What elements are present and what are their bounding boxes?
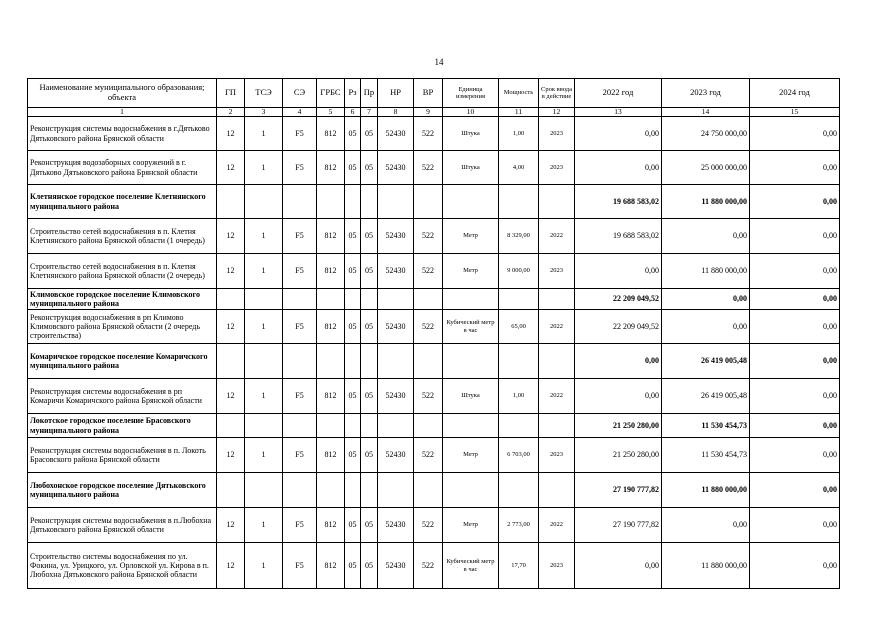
cell-2023: 24 750 000,00 xyxy=(662,117,750,151)
header-unit: Единица измерения xyxy=(443,79,499,108)
col-number: 3 xyxy=(245,108,283,117)
cell-term: 2022 xyxy=(539,219,575,254)
cell-gp: 12 xyxy=(217,151,245,185)
cell-2023: 26 419 005,48 xyxy=(662,344,750,379)
cell-nr: 52430 xyxy=(378,117,414,151)
cell-tse: 1 xyxy=(245,310,283,344)
cell-power: 1,00 xyxy=(499,117,539,151)
cell-2024: 0,00 xyxy=(750,379,840,414)
cell-vr: 522 xyxy=(414,151,443,185)
cell-grbs: 812 xyxy=(317,438,345,473)
cell-tse: 1 xyxy=(245,438,283,473)
cell-pr: 05 xyxy=(361,254,378,289)
col-number: 14 xyxy=(662,108,750,117)
group-row xyxy=(28,185,840,219)
cell-rz: 05 xyxy=(345,151,361,185)
cell-2024: 0,00 xyxy=(750,438,840,473)
cell-2022: 0,00 xyxy=(575,151,662,185)
cell-vr: 522 xyxy=(414,543,443,589)
header-se: СЭ xyxy=(283,79,317,108)
cell-nr: 52430 xyxy=(378,310,414,344)
cell-2024: 0,00 xyxy=(750,508,840,543)
cell-pr: 05 xyxy=(361,508,378,543)
cell-grbs: 812 xyxy=(317,379,345,414)
cell-pr: 05 xyxy=(361,219,378,254)
cell-nr: 52430 xyxy=(378,508,414,543)
table-row xyxy=(28,254,840,289)
cell-gp: 12 xyxy=(217,438,245,473)
col-number: 7 xyxy=(361,108,378,117)
cell-unit: Штука xyxy=(443,151,499,185)
cell-grbs: 812 xyxy=(317,219,345,254)
cell-2023: 0,00 xyxy=(662,310,750,344)
cell-rz: 05 xyxy=(345,543,361,589)
cell-2024: 0,00 xyxy=(750,414,840,438)
table-row xyxy=(28,543,840,589)
cell-se: F5 xyxy=(283,543,317,589)
cell-tse: 1 xyxy=(245,254,283,289)
cell-gp: 12 xyxy=(217,117,245,151)
cell-power: 8 329,00 xyxy=(499,219,539,254)
cell-2022: 0,00 xyxy=(575,344,662,379)
municipality-name: Локотское городское поселение Брасовского муниципального района xyxy=(28,414,217,438)
table-row xyxy=(28,508,840,543)
cell-2022: 0,00 xyxy=(575,117,662,151)
cell-se: F5 xyxy=(283,117,317,151)
cell-2023: 11 880 000,00 xyxy=(662,543,750,589)
cell-term: 2023 xyxy=(539,254,575,289)
cell-pr: 05 xyxy=(361,438,378,473)
col-number: 6 xyxy=(345,108,361,117)
cell-gp: 12 xyxy=(217,310,245,344)
cell-power: 1,00 xyxy=(499,379,539,414)
cell-nr: 52430 xyxy=(378,151,414,185)
cell-2023: 0,00 xyxy=(662,508,750,543)
table-row xyxy=(28,310,840,344)
cell-unit: Метр xyxy=(443,254,499,289)
cell-tse: 1 xyxy=(245,543,283,589)
cell-2022: 0,00 xyxy=(575,543,662,589)
cell-tse: 1 xyxy=(245,219,283,254)
cell-rz: 05 xyxy=(345,438,361,473)
cell-term: 2022 xyxy=(539,508,575,543)
cell-2024: 0,00 xyxy=(750,185,840,219)
cell-gp: 12 xyxy=(217,379,245,414)
cell-term: 2023 xyxy=(539,117,575,151)
table-row xyxy=(28,117,840,151)
cell-2024: 0,00 xyxy=(750,219,840,254)
budget-table xyxy=(27,78,840,589)
col-number: 4 xyxy=(283,108,317,117)
object-name: Строительство сетей водоснабжения в п. Клетня Клетнянского района Брянской области (2 очередь) xyxy=(28,254,217,289)
cell-nr: 52430 xyxy=(378,438,414,473)
header-tse: ТСЭ xyxy=(245,79,283,108)
group-row xyxy=(28,344,840,379)
col-number: 9 xyxy=(414,108,443,117)
cell-grbs: 812 xyxy=(317,508,345,543)
cell-grbs: 812 xyxy=(317,543,345,589)
cell-2022: 21 250 280,00 xyxy=(575,438,662,473)
cell-tse: 1 xyxy=(245,117,283,151)
cell-gp: 12 xyxy=(217,543,245,589)
cell-2024: 0,00 xyxy=(750,151,840,185)
cell-se: F5 xyxy=(283,438,317,473)
header-rz: Рз xyxy=(345,79,361,108)
cell-unit: Штука xyxy=(443,117,499,151)
cell-2024: 0,00 xyxy=(750,117,840,151)
cell-unit: Кубический метр в час xyxy=(443,310,499,344)
header-2023: 2023 год xyxy=(662,79,750,108)
cell-vr: 522 xyxy=(414,310,443,344)
object-name: Строительство системы водоснабжения по ул. Фокина, ул. Урицкого, ул. Орловской ул. Кирова в п. Любохна Дятьковского района Брянской области xyxy=(28,543,217,589)
cell-nr: 52430 xyxy=(378,254,414,289)
col-number: 10 xyxy=(443,108,499,117)
cell-2023: 0,00 xyxy=(662,219,750,254)
cell-power: 65,00 xyxy=(499,310,539,344)
header-term: Срок ввода в действие xyxy=(539,79,575,108)
cell-gp: 12 xyxy=(217,508,245,543)
cell-term: 2023 xyxy=(539,543,575,589)
cell-2024: 0,00 xyxy=(750,543,840,589)
cell-2022: 27 190 777,82 xyxy=(575,473,662,508)
header-2024: 2024 год xyxy=(750,79,840,108)
group-row xyxy=(28,289,840,310)
cell-nr: 52430 xyxy=(378,543,414,589)
municipality-name: Любохонское городское поселение Дятьковского муниципального района xyxy=(28,473,217,508)
cell-vr: 522 xyxy=(414,508,443,543)
cell-se: F5 xyxy=(283,151,317,185)
page-number: 14 xyxy=(434,57,444,67)
col-number: 12 xyxy=(539,108,575,117)
cell-se: F5 xyxy=(283,508,317,543)
cell-power: 4,00 xyxy=(499,151,539,185)
header-name: Наименование муниципального образования; объекта xyxy=(28,79,217,108)
cell-2022: 0,00 xyxy=(575,254,662,289)
cell-rz: 05 xyxy=(345,508,361,543)
table-body xyxy=(28,117,840,589)
cell-vr: 522 xyxy=(414,117,443,151)
cell-2024: 0,00 xyxy=(750,473,840,508)
cell-term: 2023 xyxy=(539,438,575,473)
municipality-name: Климовское городское поселение Климовского муниципального района xyxy=(28,289,217,310)
cell-2022: 19 688 583,02 xyxy=(575,219,662,254)
cell-pr: 05 xyxy=(361,543,378,589)
header-gp: ГП xyxy=(217,79,245,108)
cell-nr: 52430 xyxy=(378,219,414,254)
cell-power: 2 773,00 xyxy=(499,508,539,543)
cell-power: 17,70 xyxy=(499,543,539,589)
group-row xyxy=(28,473,840,508)
table-row xyxy=(28,379,840,414)
cell-se: F5 xyxy=(283,219,317,254)
cell-pr: 05 xyxy=(361,310,378,344)
column-number-row xyxy=(28,108,840,117)
object-name: Реконструкция водоснабжения в рп Климово Климовского района Брянской области (2 очередь строительства) xyxy=(28,310,217,344)
cell-2023: 11 530 454,73 xyxy=(662,414,750,438)
cell-2022: 22 209 049,52 xyxy=(575,310,662,344)
header-power: Мощность xyxy=(499,79,539,108)
cell-grbs: 812 xyxy=(317,151,345,185)
cell-term: 2022 xyxy=(539,379,575,414)
header-nr: НР xyxy=(378,79,414,108)
header-2022: 2022 год xyxy=(575,79,662,108)
col-number: 1 xyxy=(28,108,217,117)
cell-2024: 0,00 xyxy=(750,289,840,310)
cell-pr: 05 xyxy=(361,379,378,414)
cell-se: F5 xyxy=(283,254,317,289)
cell-term: 2022 xyxy=(539,310,575,344)
header-vr: ВР xyxy=(414,79,443,108)
table-row xyxy=(28,151,840,185)
cell-pr: 05 xyxy=(361,117,378,151)
col-number: 15 xyxy=(750,108,840,117)
municipality-name: Комаричское городское поселение Комаричского муниципального района xyxy=(28,344,217,379)
cell-power: 9 000,00 xyxy=(499,254,539,289)
cell-unit: Метр xyxy=(443,438,499,473)
cell-2024: 0,00 xyxy=(750,344,840,379)
object-name: Реконструкция системы водоснабжения в г.Дятьково Дятьковского района Брянской области xyxy=(28,117,217,151)
cell-tse: 1 xyxy=(245,379,283,414)
cell-2023: 11 880 000,00 xyxy=(662,185,750,219)
object-name: Реконструкция водозаборных сооружений в г. Дятьково Дятьковского района Брянской области xyxy=(28,151,217,185)
cell-2022: 22 209 049,52 xyxy=(575,289,662,310)
cell-2023: 25 000 000,00 xyxy=(662,151,750,185)
cell-gp: 12 xyxy=(217,254,245,289)
cell-2023: 0,00 xyxy=(662,289,750,310)
cell-2023: 26 419 005,48 xyxy=(662,379,750,414)
table-row xyxy=(28,219,840,254)
cell-power: 6 703,00 xyxy=(499,438,539,473)
cell-rz: 05 xyxy=(345,254,361,289)
col-number: 13 xyxy=(575,108,662,117)
cell-2024: 0,00 xyxy=(750,254,840,289)
cell-grbs: 812 xyxy=(317,310,345,344)
cell-pr: 05 xyxy=(361,151,378,185)
cell-vr: 522 xyxy=(414,379,443,414)
cell-2022: 27 190 777,82 xyxy=(575,508,662,543)
cell-2022: 0,00 xyxy=(575,379,662,414)
cell-vr: 522 xyxy=(414,219,443,254)
header-pr: Пр xyxy=(361,79,378,108)
col-number: 8 xyxy=(378,108,414,117)
cell-se: F5 xyxy=(283,379,317,414)
header-row xyxy=(28,79,840,108)
cell-gp: 12 xyxy=(217,219,245,254)
cell-unit: Метр xyxy=(443,508,499,543)
cell-unit: Кубический метр в час xyxy=(443,543,499,589)
object-name: Реконструкция системы водоснабжения в п. Локоть Брасовского района Брянской области xyxy=(28,438,217,473)
object-name: Реконструкция системы водоснабжения в рп Комаричи Комаричского района Брянской области xyxy=(28,379,217,414)
object-name: Реконструкция системы водоснабжения в п.Любохна Дятьковского района Брянской области xyxy=(28,508,217,543)
group-row xyxy=(28,414,840,438)
cell-2022: 21 250 280,00 xyxy=(575,414,662,438)
cell-nr: 52430 xyxy=(378,379,414,414)
cell-rz: 05 xyxy=(345,310,361,344)
cell-rz: 05 xyxy=(345,117,361,151)
object-name: Строительство сетей водоснабжения в п. Клетня Клетнянского района Брянской области (1 очередь) xyxy=(28,219,217,254)
municipality-name: Клетнянское городское поселение Клетнянского муниципального района xyxy=(28,185,217,219)
cell-grbs: 812 xyxy=(317,254,345,289)
cell-unit: Метр xyxy=(443,219,499,254)
cell-tse: 1 xyxy=(245,508,283,543)
cell-2023: 11 530 454,73 xyxy=(662,438,750,473)
cell-rz: 05 xyxy=(345,379,361,414)
cell-se: F5 xyxy=(283,310,317,344)
cell-tse: 1 xyxy=(245,151,283,185)
cell-unit: Штука xyxy=(443,379,499,414)
cell-grbs: 812 xyxy=(317,117,345,151)
cell-term: 2023 xyxy=(539,151,575,185)
cell-vr: 522 xyxy=(414,254,443,289)
header-grbs: ГРБС xyxy=(317,79,345,108)
cell-2022: 19 688 583,02 xyxy=(575,185,662,219)
col-number: 2 xyxy=(217,108,245,117)
col-number: 11 xyxy=(499,108,539,117)
table-row xyxy=(28,438,840,473)
cell-2024: 0,00 xyxy=(750,310,840,344)
cell-2023: 11 880 000,00 xyxy=(662,254,750,289)
cell-vr: 522 xyxy=(414,438,443,473)
col-number: 5 xyxy=(317,108,345,117)
cell-2023: 11 880 000,00 xyxy=(662,473,750,508)
cell-rz: 05 xyxy=(345,219,361,254)
